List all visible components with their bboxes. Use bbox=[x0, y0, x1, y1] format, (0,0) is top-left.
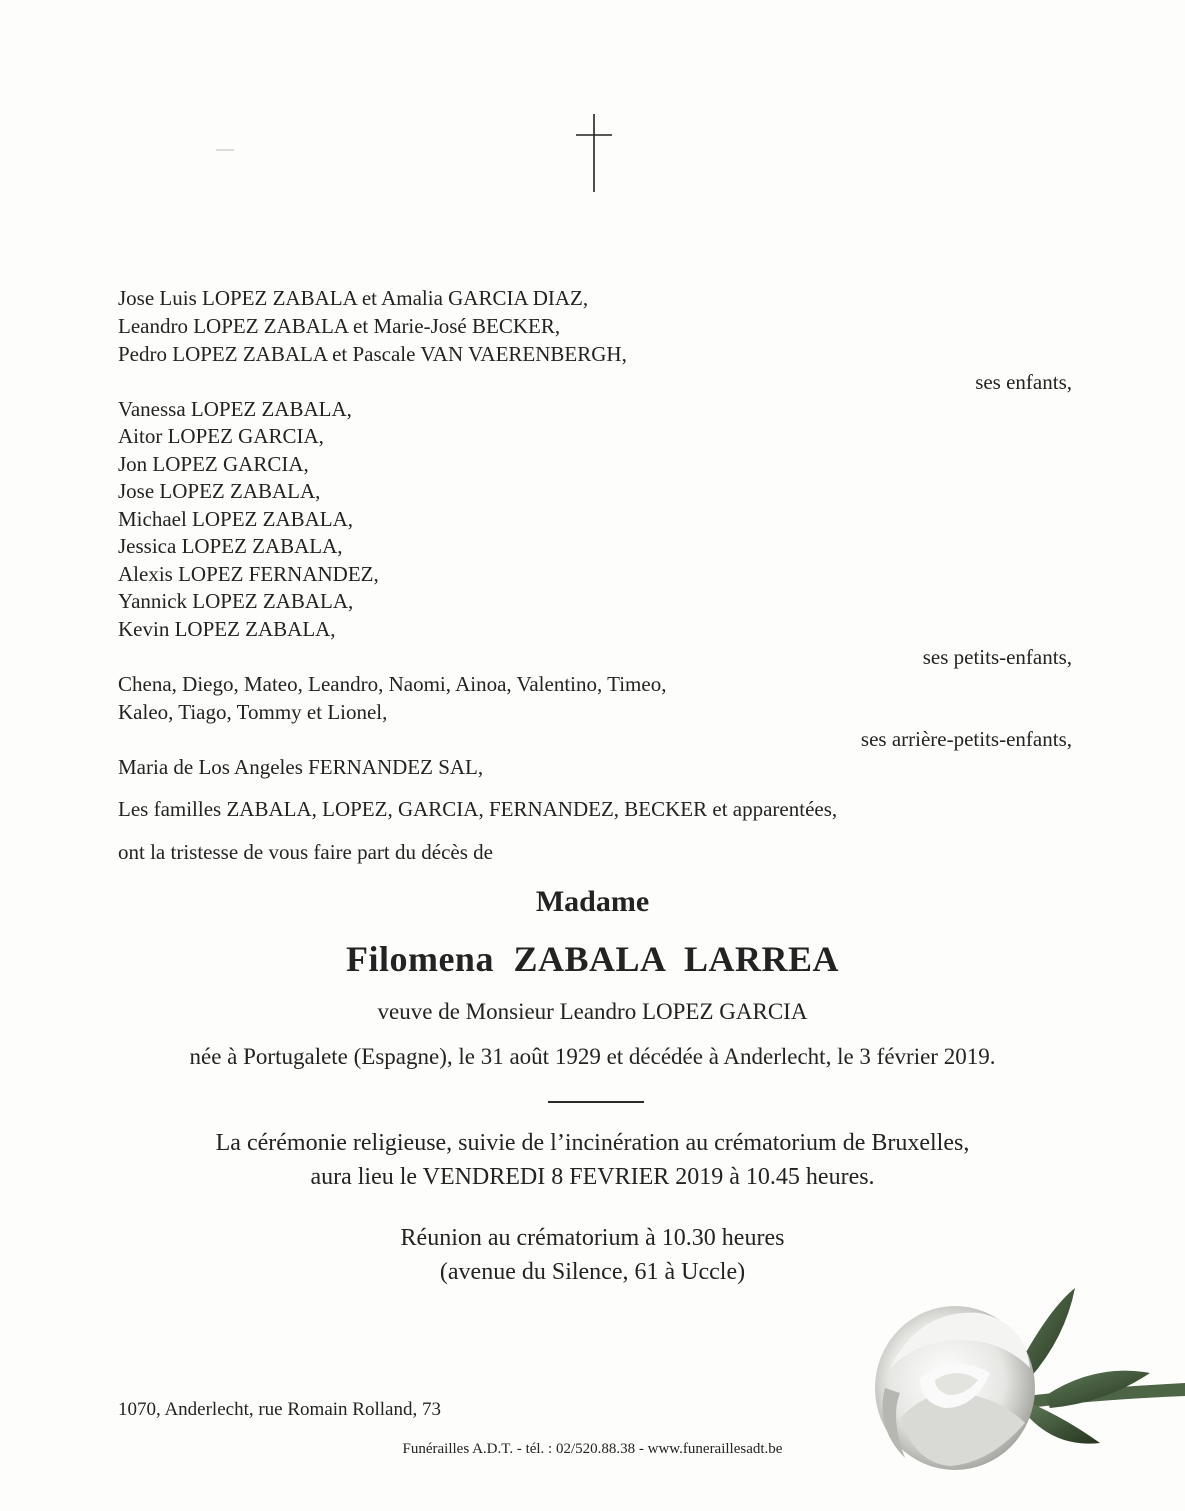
announcement-line: ont la tristesse de vous faire part du décès de bbox=[118, 840, 493, 864]
other-relative: Maria de Los Angeles FERNANDEZ SAL, bbox=[118, 755, 484, 779]
honorific: Madame bbox=[535, 885, 650, 918]
great-grandchildren-label: ses arrière-petits-enfants, bbox=[860, 727, 1072, 751]
footer: Funérailles A.D.T. - tél. : 02/520.88.38 - www.funeraillesadt.be bbox=[402, 1441, 783, 1457]
grandchild-line: Aitor LOPEZ GARCIA, bbox=[118, 424, 324, 448]
meeting-line: Réunion au crématorium à 10.30 heures bbox=[400, 1225, 785, 1251]
meeting-line: (avenue du Silence, 61 à Uccle) bbox=[439, 1259, 746, 1285]
grandchild-line: Jose LOPEZ ZABALA, bbox=[118, 479, 321, 503]
address: 1070, Anderlecht, rue Romain Rolland, 73 bbox=[118, 1399, 441, 1420]
child-line: Leandro LOPEZ ZABALA et Marie-José BECKER, bbox=[118, 314, 561, 338]
child-line: Pedro LOPEZ ZABALA et Pascale VAN VAERENBERGH, bbox=[118, 342, 627, 366]
grandchild-line: Yannick LOPEZ ZABALA, bbox=[118, 589, 354, 613]
grandchild-line: Vanessa LOPEZ ZABALA, bbox=[118, 397, 352, 421]
great-grandchild-line: Chena, Diego, Mateo, Leandro, Naomi, Ainoa, Valentino, Timeo, bbox=[118, 672, 667, 696]
grandchild-line: Jon LOPEZ GARCIA, bbox=[118, 452, 309, 476]
ceremony-line: La cérémonie religieuse, suivie de l’incinération au crématorium de Bruxelles, bbox=[215, 1130, 970, 1156]
children-label: ses enfants, bbox=[975, 370, 1072, 394]
deceased-name: Filomena ZABALA LARREA bbox=[345, 939, 840, 979]
widow-of: veuve de Monsieur Leandro LOPEZ GARCIA bbox=[377, 999, 808, 1024]
child-line: Jose Luis LOPEZ ZABALA et Amalia GARCIA DIAZ, bbox=[118, 286, 589, 310]
ceremony-line: aura lieu le VENDREDI 8 FEVRIER 2019 à 10.45 heures. bbox=[310, 1164, 875, 1190]
families-line: Les familles ZABALA, LOPEZ, GARCIA, FERNANDEZ, BECKER et apparentées, bbox=[118, 797, 838, 821]
separator-line bbox=[548, 1101, 644, 1103]
grandchild-line: Michael LOPEZ ZABALA, bbox=[118, 507, 354, 531]
grandchild-line: Alexis LOPEZ FERNANDEZ, bbox=[118, 562, 379, 586]
grandchildren-label: ses petits-enfants, bbox=[922, 645, 1072, 669]
birth-death: née à Portugalete (Espagne), le 31 août 1929 et décédée à Anderlecht, le 3 février 2019. bbox=[189, 1044, 996, 1069]
grandchild-line: Kevin LOPEZ ZABALA, bbox=[118, 617, 336, 641]
great-grandchild-line: Kaleo, Tiago, Tommy et Lionel, bbox=[118, 700, 388, 724]
white-rose-image bbox=[860, 1268, 1185, 1493]
grandchild-line: Jessica LOPEZ ZABALA, bbox=[118, 534, 343, 558]
